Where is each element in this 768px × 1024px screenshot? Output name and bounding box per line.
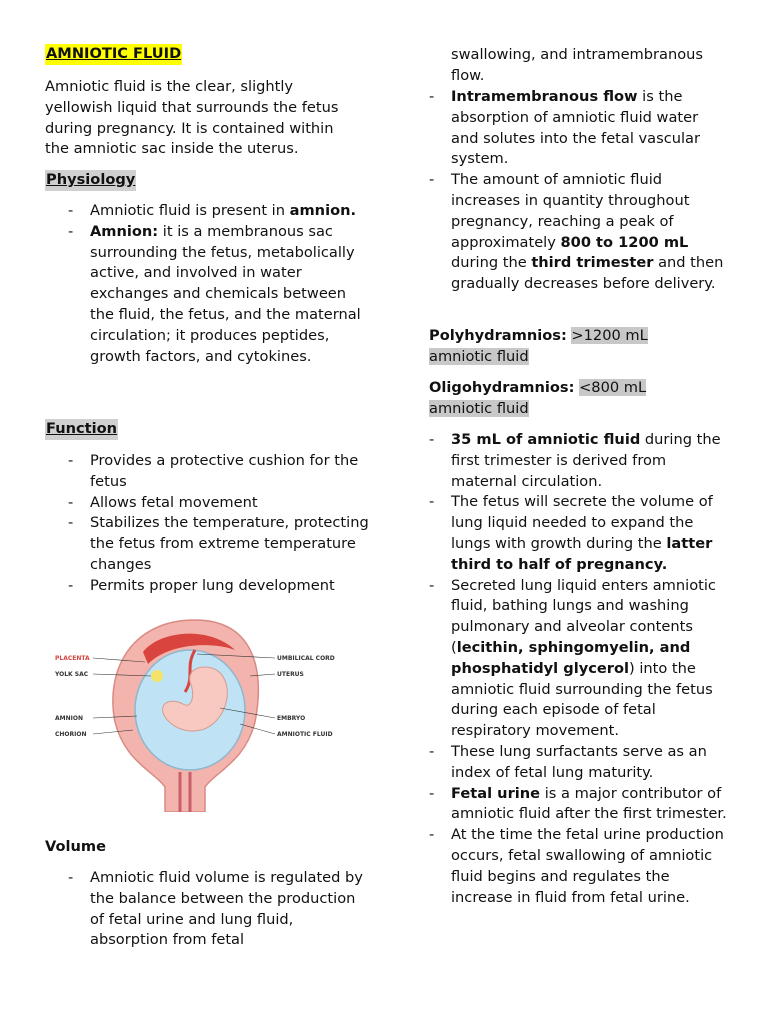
polyhydramnios-line: Polyhydramnios: >1200 mL amniotic fluid: [429, 327, 648, 365]
list-item: - Intramembranous flow is the absorption of amniotic fluid water and solutes into the fetal vascular system.: [429, 87, 729, 170]
list-item: - Amniotic fluid volume is regulated by the balance between the production of fetal urine and lung fluid, absorption from fetal: [45, 868, 370, 951]
lung-fluid-list: [429, 430, 729, 908]
yolk-sac-shape: [151, 670, 163, 682]
list-item: - Stabilizes the temperature, protecting the fetus from extreme temperature changes: [45, 513, 370, 575]
label-uterus: UTERUS: [277, 671, 304, 678]
list-item: - Permits proper lung development: [45, 576, 370, 597]
function-list: [45, 451, 370, 597]
volume-heading: Volume: [45, 838, 107, 855]
intro-paragraph: Amniotic fluid is the clear, slightly yellowish liquid that surrounds the fetus during pregnancy. It is contained within the amniotic sac inside the uterus.: [45, 78, 339, 158]
label-amniotic-fluid: AMNIOTIC FLUID: [277, 731, 333, 738]
volume-continued: swallowing, and intramembranous flow.: [451, 46, 704, 84]
label-yolk-sac: YOLK SAC: [55, 671, 89, 678]
oligohydramnios-line: Oligohydramnios: <800 mL amniotic fluid: [429, 379, 647, 417]
label-chorion: CHORION: [55, 731, 87, 738]
list-item: - Secreted lung liquid enters amniotic fluid, bathing lungs and washing pulmonary and alveolar contents (lecithin, sphingomyelin, and phosphatidyl glycerol) into the amniotic fluid surrounding the fetus during each episode of fetal respiratory movement.: [429, 576, 729, 742]
list-item: - Allows fetal movement: [45, 493, 370, 514]
amniotic-sac-diagram: [45, 612, 345, 812]
list-item: - Amniotic fluid is present in amnion.: [45, 201, 370, 222]
volume-list: [45, 868, 370, 951]
list-item: - 35 mL of amniotic fluid during the first trimester is derived from maternal circulation.: [429, 430, 729, 492]
page-title: AMNIOTIC FLUID: [45, 44, 182, 65]
volume-list-cont: [429, 87, 729, 295]
label-placenta: PLACENTA: [55, 655, 90, 662]
list-item: - These lung surfactants serve as an index of fetal lung maturity.: [429, 742, 729, 784]
list-item: - Fetal urine is a major contributor of amniotic fluid after the first trimester.: [429, 784, 729, 826]
list-item: - The amount of amniotic fluid increases in quantity throughout pregnancy, reaching a peak of approximately 800 to 1200 mL during the third trimester and then gradually decreases before delivery.: [429, 170, 729, 295]
label-amnion: AMNION: [55, 715, 83, 722]
label-umbilical-cord: UMBILICAL CORD: [277, 655, 335, 662]
list-item: - At the time the fetal urine production occurs, fetal swallowing of amniotic fluid begins and regulates the increase in fluid from fetal urine.: [429, 825, 729, 908]
list-item: - Amnion: it is a membranous sac surrounding the fetus, metabolically active, and involved in water exchanges and chemicals between the fluid, the fetus, and the maternal circulation; it produces peptides, growth factors, and cytokines.: [45, 222, 370, 368]
function-heading: Function: [45, 419, 118, 440]
label-embryo: EMBRYO: [277, 715, 306, 722]
list-item: - Provides a protective cushion for the fetus: [45, 451, 370, 493]
physiology-list: [45, 201, 370, 367]
physiology-heading: Physiology: [45, 170, 136, 191]
list-item: - The fetus will secrete the volume of lung liquid needed to expand the lungs with growth during the latter third to half of pregnancy.: [429, 492, 729, 575]
